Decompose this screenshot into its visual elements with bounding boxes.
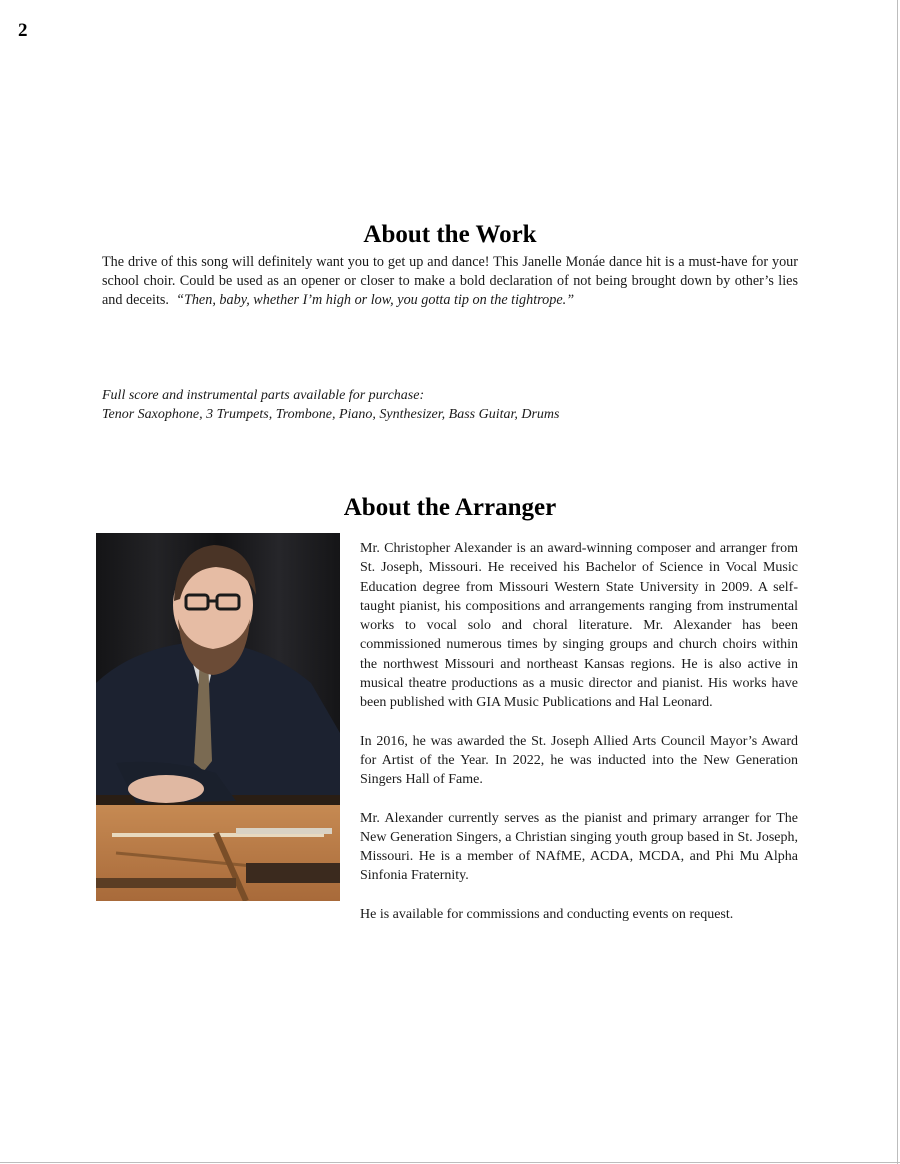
page-edge-right (897, 0, 898, 1164)
about-work-quote: “Then, baby, whether I’m high or low, you gotta tip on the tightrope.” (176, 292, 575, 308)
bio-paragraph-3: Mr. Alexander currently serves as the pianist and primary arranger for The New Generation Singers, a Christian singing youth group based in St. Joseph, Missouri. He is a member of NAfME, ACDA, MCDA, and Phi Mu Alpha Sinfonia Fraternity. (360, 810, 798, 884)
arranger-bio (360, 539, 798, 943)
bio-paragraph-4: He is available for commissions and conducting events on request. (360, 906, 734, 922)
purchase-note (102, 386, 798, 424)
arranger-photo-illustration (96, 533, 340, 901)
bio-paragraph-1: Mr. Christopher Alexander is an award-winning composer and arranger from St. Joseph, Missouri. He received his Bachelor of Science in Vocal Music Education degree from Missouri Western State University in 2009. A self-taught pianist, his compositions and arrangements ranging from instrumental works to vocal solo and choral literature. Mr. Alexander has been commissioned numerous times by singing groups and church choirs within the northwest Missouri and northeast Kansas regions. He is also active in musical theatre productions as a music director and pianist. His works have been published with GIA Music Publications and Hal Leonard. (360, 541, 798, 711)
purchase-note-line-2: Tenor Saxophone, 3 Trumpets, Trombone, Piano, Synthesizer, Bass Guitar, Drums (102, 407, 560, 422)
about-work-text (102, 253, 798, 310)
about-work-heading: About the Work (363, 221, 537, 248)
bio-paragraph-2: In 2016, he was awarded the St. Joseph Allied Arts Council Mayor’s Award for Artist of the Year. In 2022, he was inducted into the New Generation Singers Hall of Fame. (360, 733, 798, 788)
page-number: 2 (18, 20, 28, 41)
about-arranger-heading: About the Arranger (343, 494, 557, 521)
about-work-body: The drive of this song will definitely want you to get up and dance! This Janelle Monáe dance hit is a must-have for your school choir. Could be used as an opener or closer to make a bold declaration of not being brought down by other’s lies and deceits. (102, 254, 798, 308)
purchase-note-line-1: Full score and instrumental parts available for purchase: (102, 388, 425, 403)
arranger-photo (96, 533, 340, 901)
page-edge-bottom (0, 1162, 900, 1163)
